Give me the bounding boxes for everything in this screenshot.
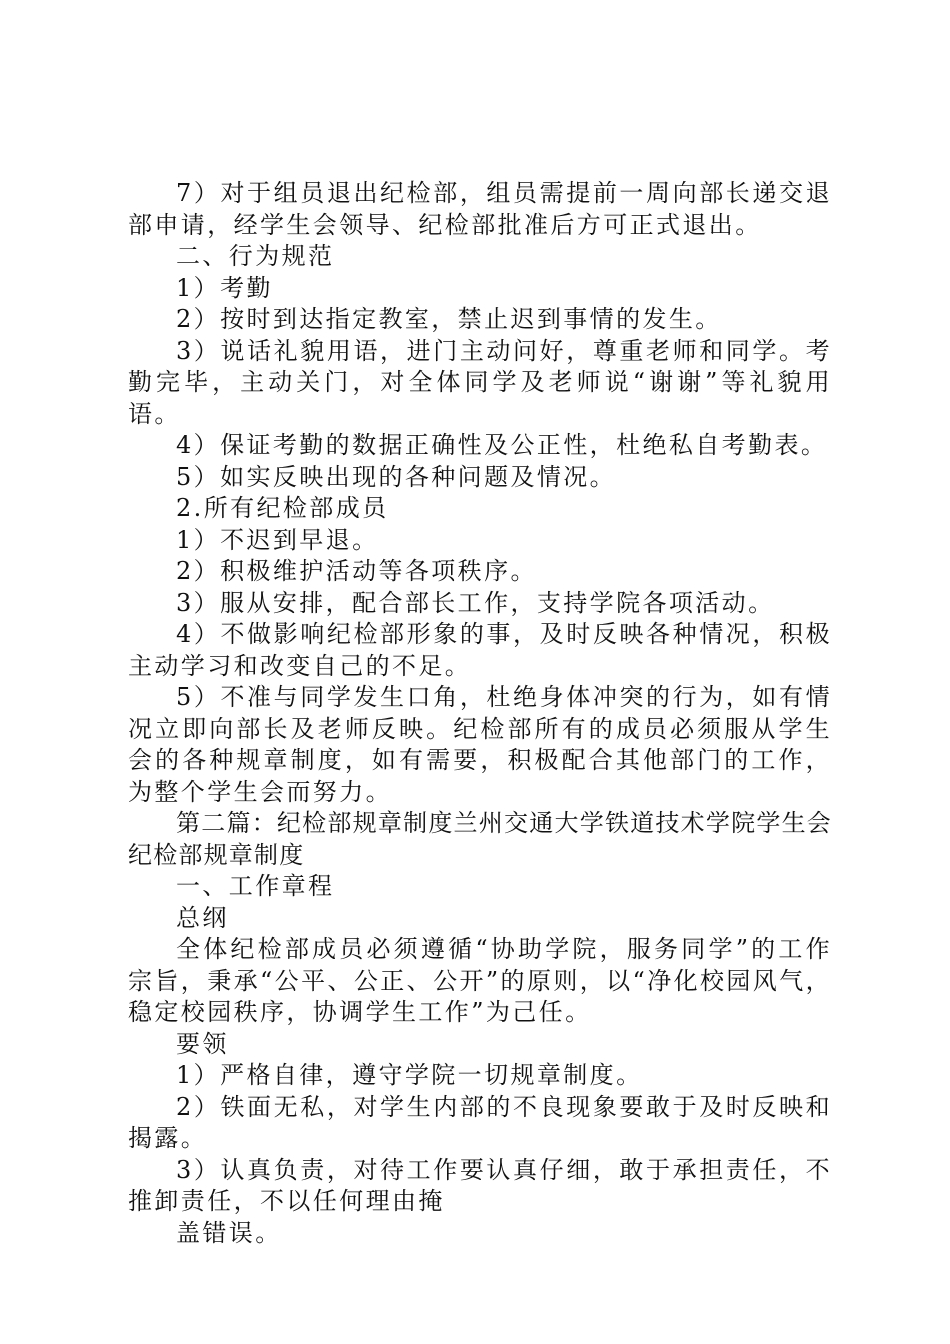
document-body: [128, 178, 832, 1249]
list-item-no-lateness: 1）不迟到早退。: [176, 525, 379, 554]
list-item-punctuality: 2）按时到达指定教室，禁止迟到事情的发生。: [176, 305, 722, 333]
subheading-general: 总纲: [176, 903, 229, 932]
list-item-no-conflict: 5）不准与同学发生口角，杜绝身体冲突的行为，如有情况立即向部长及老师反映。纪检部所有的成员必须服从学生会的各种规章制度，如有需要，积极配合其他部门的工作，为整个学生会而努力。: [128, 683, 832, 806]
list-item-data-accuracy: 4）保证考勤的数据正确性及公正性，杜绝私自考勤表。: [176, 431, 828, 459]
subheading-essentials: 要领: [176, 1029, 229, 1058]
paragraph-continuation: 盖错误。: [176, 1218, 282, 1247]
list-item-report-issues: 5）如实反映出现的各种问题及情况。: [176, 462, 617, 491]
list-item-self-discipline: 1）严格自律，遵守学院一切规章制度。: [176, 1061, 643, 1089]
list-item-obey-arrangement: 3）服从安排，配合部长工作，支持学院各项活动。: [176, 588, 775, 617]
list-item-responsible: 3）认真负责，对待工作要认真仔细，敢于承担责任，不推卸责任，不以任何理由掩: [128, 1155, 832, 1215]
list-item-impartial: 2）铁面无私，对学生内部的不良现象要敢于及时反映和揭露。: [128, 1092, 832, 1152]
chapter-heading-part-two: 第二篇：纪检部规章制度兰州交通大学铁道技术学院学生会纪检部规章制度: [128, 809, 832, 869]
section-heading-conduct: 二、行为规范: [176, 242, 335, 270]
list-item-image: 4）不做影响纪检部形象的事，及时反映各种情况，积极主动学习和改变自己的不足。: [128, 620, 832, 680]
paragraph-withdrawal-rule: 7）对于组员退出纪检部，组员需提前一周向部长递交退部申请，经学生会领导、纪检部批准后方可正式退出。: [128, 179, 832, 239]
list-item-maintain-order: 2）积极维护活动等各项秩序。: [176, 557, 537, 585]
list-item-attendance: 1）考勤: [176, 273, 273, 302]
section-heading-charter: 一、工作章程: [176, 872, 335, 900]
list-item-politeness: 3）说话礼貌用语，进门主动问好，尊重老师和同学。考勤完毕，主动关门，对全体同学及老师说“谢谢”等礼貌用语。: [128, 336, 832, 428]
subheading-all-members: 2.所有纪检部成员: [176, 494, 389, 522]
paragraph-mission: 全体纪检部成员必须遵循“协助学院，服务同学”的工作宗旨，秉承“公平、公正、公开”的原则，以“净化校园风气，稳定校园秩序，协调学生工作”为己任。: [128, 935, 833, 1026]
